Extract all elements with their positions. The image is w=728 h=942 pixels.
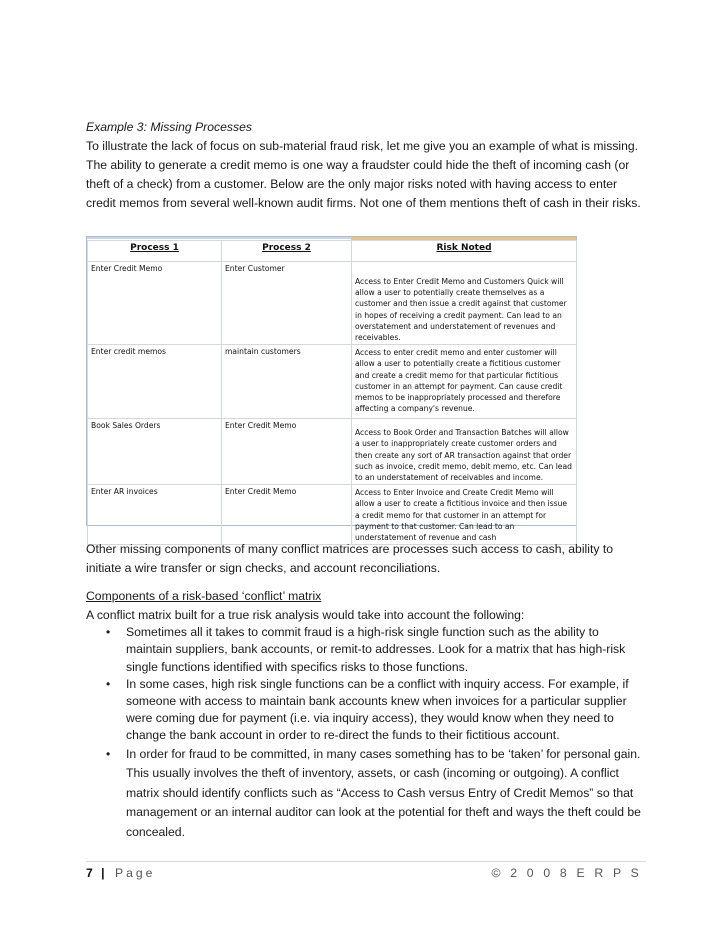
bullet-icon: • <box>106 625 111 640</box>
cell-risk: Access to Enter Credit Memo and Customers Quick will allow a user to potentially create themselves as a customer and then issue a credit against that customer in hopes of receiving a credit payment. Can lead to an overstatement and understatement of revenues and receivables. <box>352 262 577 345</box>
table-row <box>88 419 577 485</box>
list-item <box>106 745 646 843</box>
footer-copyright: © 2 0 0 8 E R P S <box>491 866 642 880</box>
missing-components-section <box>86 540 646 578</box>
components-section <box>86 587 646 843</box>
page-label: Page <box>114 866 156 880</box>
list-item <box>106 624 646 676</box>
list-item-text: In order for fraud to be committed, in many cases something has to be ‘taken’ for personal gain. This usually involves the theft of inventory, assets, or cash (incoming or outgoing). A conflict matrix should identify conflicts such as “Access to Cash versus Entry of Credit Memos” so that management or an internal auditor can look at the potential for theft and ways the theft could be concealed. <box>126 746 641 839</box>
footer-page-info <box>86 866 155 880</box>
cell-process-1: Book Sales Orders <box>88 419 222 485</box>
table-row <box>88 345 577 419</box>
example-paragraph: To illustrate the lack of focus on sub-material fraud risk, let me give you an example of what is missing. The ability to generate a credit memo is one way a fraudster could hide the theft of incoming cash (or theft of a check) from a customer. Below are the only major risks noted with having access to enter credit memos from several well-known audit firms. Not one of them mentions theft of cash in their risks. <box>86 138 641 211</box>
example-title: Example 3: Missing Processes <box>86 120 252 134</box>
components-intro: A conflict matrix built for a true risk analysis would take into account the following: <box>86 607 525 622</box>
cell-risk: Access to Enter Invoice and Create Credit Memo will allow a user to create a fictitious invoice and then issue a credit memo for that customer in an attempt for payment to that customer. Can lead to an understatement of revenue and cash <box>352 485 577 545</box>
page-number: 7 <box>86 866 93 880</box>
risk-table <box>87 240 577 545</box>
cell-risk: Access to Book Order and Transaction Batches will allow a user to inappropriately create customer orders and then create any sort of AR transaction against that order such as invoice, credit memo, debit memo, etc. Can lead to an understatement of receivables and income. <box>352 419 577 485</box>
table-row <box>88 262 577 345</box>
list-item-text: Sometimes all it takes to commit fraud is a high-risk single function such as the ability to maintain suppliers, bank accounts, or remit-to addresses. Look for a matrix that has high-risk single functions identified with specifics risks to those functions. <box>126 625 626 674</box>
cell-process-2: maintain customers <box>222 345 352 419</box>
example-section <box>86 118 646 213</box>
cell-process-1: Enter Credit Memo <box>88 262 222 345</box>
cell-process-2: Enter Credit Memo <box>222 485 352 545</box>
cell-process-2: Enter Credit Memo <box>222 419 352 485</box>
footer-divider <box>86 861 646 862</box>
bullet-icon: • <box>106 746 111 761</box>
table-header-row <box>88 241 577 262</box>
cell-process-1: Enter AR invoices <box>88 485 222 545</box>
header-process-2: Process 2 <box>222 241 352 262</box>
missing-components-paragraph: Other missing components of many conflict matrices are processes such access to cash, ability to initiate a wire transfer or sign checks, and account reconciliations. <box>86 542 613 576</box>
risk-table-image <box>86 236 577 543</box>
table-row <box>88 485 577 545</box>
cell-risk: Access to enter credit memo and enter customer will allow a user to potentially create a fictitious customer and create a credit memo for that particular fictitious customer in an attempt for payment. Can cause credit memos to be inappropriately processed and therefore affecting a company's revenue. <box>352 345 577 419</box>
components-list <box>86 624 646 842</box>
header-process-1: Process 1 <box>88 241 222 262</box>
list-item <box>106 676 646 745</box>
header-risk-noted: Risk Noted <box>352 241 577 262</box>
list-item-text: In some cases, high risk single functions can be a conflict with inquiry access. For example, if someone with access to maintain bank accounts knew when invoices for a particular supplier were coming due for payment (i.e. via inquiry access), they would know when they need to change the bank account in order to re-direct the funds to their fictitious account. <box>126 676 629 743</box>
footer-separator: | <box>101 866 105 880</box>
cell-process-2: Enter Customer <box>222 262 352 345</box>
cell-process-1: Enter credit memos <box>88 345 222 419</box>
components-heading: Components of a risk-based ‘conflict’ matrix <box>86 589 322 603</box>
bullet-icon: • <box>106 676 111 691</box>
